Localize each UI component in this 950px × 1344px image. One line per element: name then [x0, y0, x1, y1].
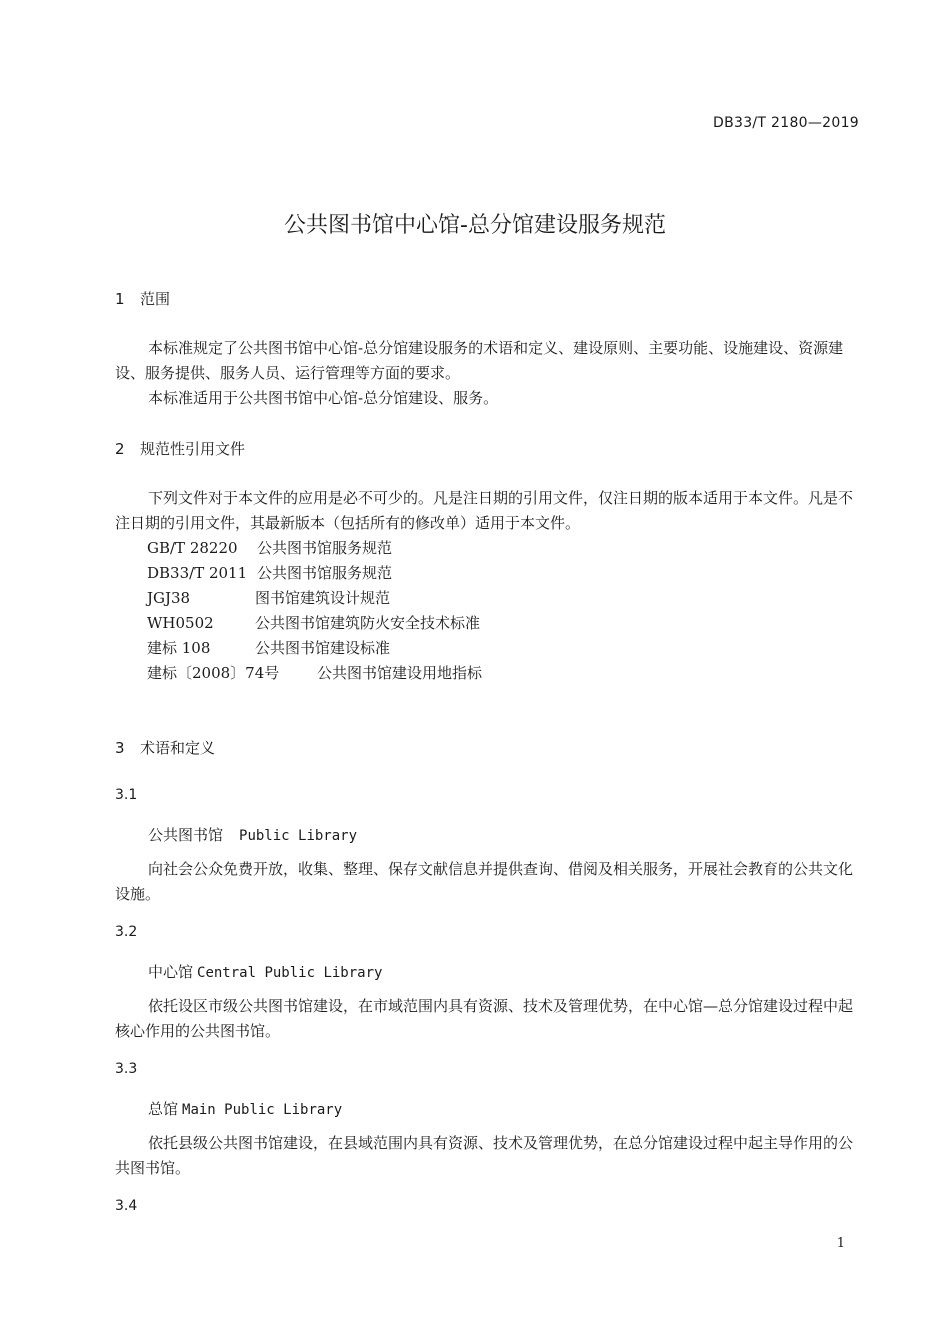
reference-title: 公共图书馆建设用地指标 — [317, 664, 483, 682]
term-heading — [148, 1098, 342, 1119]
clause-number: 3.4 — [115, 1198, 138, 1214]
clause-number: 3.3 — [115, 1061, 138, 1077]
term-zh: 中心馆 — [148, 963, 194, 981]
section-2-heading — [115, 438, 245, 459]
document-title: 公共图书馆中心馆-总分馆建设服务规范 — [284, 213, 666, 238]
reference-item — [147, 636, 390, 661]
clause-number: 3.2 — [115, 924, 138, 940]
section-1-paragraph: 本标准规定了公共图书馆中心馆-总分馆建设服务的术语和定义、建设原则、主要功能、设施建设、资源建设、服务提供、服务人员、运行管理等方面的要求。 — [115, 339, 844, 382]
reference-title: 公共图书馆服务规范 — [257, 564, 393, 582]
section-title: 范围 — [140, 290, 171, 308]
standard-code: DB33/T 2180—2019 — [713, 115, 859, 131]
term-definition: 向社会公众免费开放，收集、整理、保存文献信息并提供查询、借阅及相关服务，开展社会教育的公共文化设施。 — [115, 860, 854, 903]
reference-code: GB/T 28220 — [147, 539, 238, 557]
reference-title: 公共图书馆服务规范 — [257, 539, 393, 557]
clause-number: 3.1 — [115, 787, 138, 803]
term-en: Central Public Library — [197, 965, 383, 981]
reference-item — [147, 536, 392, 561]
term-definition: 依托县级公共图书馆建设，在县域范围内具有资源、技术及管理优势，在总分馆建设过程中起主导作用的公共图书馆。 — [115, 1134, 854, 1177]
term-heading — [148, 961, 382, 982]
reference-item — [147, 661, 482, 686]
section-1-paragraph: 本标准适用于公共图书馆中心馆-总分馆建设、服务。 — [148, 389, 499, 407]
reference-code: 建标 108 — [147, 639, 211, 657]
section-1-heading — [115, 288, 170, 309]
section-number: 1 — [115, 290, 125, 308]
reference-item — [147, 561, 392, 586]
term-definition: 依托设区市级公共图书馆建设，在市域范围内具有资源、技术及管理优势，在中心馆—总分馆建设过程中起核心作用的公共图书馆。 — [115, 997, 854, 1040]
term-zh: 总馆 — [148, 1100, 179, 1118]
term-zh: 公共图书馆 — [148, 826, 224, 844]
term-en: Main Public Library — [182, 1102, 343, 1118]
reference-item — [147, 586, 390, 611]
reference-code: DB33/T 2011 — [147, 564, 248, 582]
section-2-intro: 下列文件对于本文件的应用是必不可少的。凡是注日期的引用文件，仅注日期的版本适用于本文件。凡是不注日期的引用文件，其最新版本（包括所有的修改单）适用于本文件。 — [115, 489, 854, 532]
reference-title: 公共图书馆建筑防火安全技术标准 — [255, 614, 481, 632]
section-number: 3 — [115, 739, 125, 757]
reference-title: 公共图书馆建设标准 — [255, 639, 391, 657]
reference-code: 建标〔2008〕74号 — [147, 664, 280, 682]
section-number: 2 — [115, 440, 125, 458]
section-title: 规范性引用文件 — [140, 440, 246, 458]
term-heading — [148, 824, 357, 845]
reference-title: 图书馆建筑设计规范 — [255, 589, 391, 607]
reference-code: JGJ38 — [147, 589, 191, 607]
term-en: Public Library — [239, 828, 358, 844]
section-3-heading — [115, 737, 215, 758]
reference-code: WH0502 — [147, 614, 214, 632]
reference-item — [147, 611, 480, 636]
page-number: 1 — [836, 1236, 845, 1251]
section-title: 术语和定义 — [140, 739, 216, 757]
